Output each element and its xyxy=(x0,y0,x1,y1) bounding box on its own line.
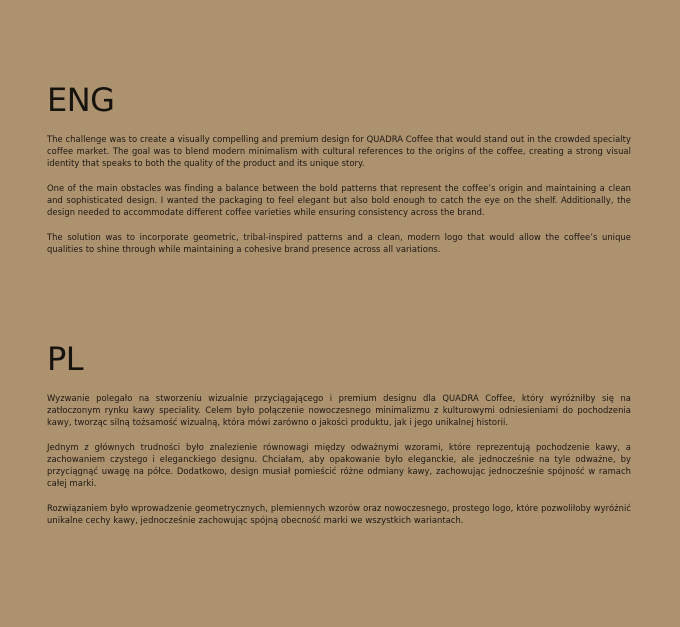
section-polish xyxy=(47,340,631,526)
section-english xyxy=(47,81,631,255)
paragraph-obstacles-english: One of the main obstacles was finding a balance between the bold patterns that represent the coffee’s origin and maintaining a clean and sophisticated design. I wanted the packaging to feel elegant but also bold enough to catch the eye on the shelf. Additionally, the design needed to accommodate different coffee varieties while ensuring consistency across the brand. xyxy=(47,183,631,217)
section-body-english xyxy=(47,133,631,255)
section-heading-polish: PL xyxy=(47,340,84,378)
paragraph-obstacles-polish: Jednym z głównych trudności było znalezienie równowagi między odważnymi wzorami, które reprezentują pochodzenie kawy, a zachowaniem czystego i eleganckiego designu. Chciałam, aby opakowanie było eleganckie, ale jednocześnie na tyle odważne, by przyciągnąć uwagę na półce. Dodatkowo, design musiał pomieścić różne odmiany kawy, zachowując jednocześnie spójność w ramach całej marki. xyxy=(47,442,631,488)
paragraph-solution-polish: Rozwiązaniem było wprowadzenie geometrycznych, plemiennych wzorów oraz nowoczesnego, prostego logo, które pozwoliłoby wyróżnić unikalne cechy kawy, jednocześnie zachowując spójną obecność marki we wszystkich wariantach. xyxy=(47,503,631,525)
paragraph-solution-english: The solution was to incorporate geometric, tribal-inspired patterns and a clean, modern logo that would allow the coffee’s unique qualities to shine through while maintaining a cohesive brand presence across all variations. xyxy=(47,232,631,254)
paragraph-challenge-english: The challenge was to create a visually compelling and premium design for QUADRA Coffee that would stand out in the crowded specialty coffee market. The goal was to blend modern minimalism with cultural references to the origins of the coffee, creating a strong visual identity that speaks to both the quality of the product and its unique story. xyxy=(47,134,631,168)
section-heading-english: ENG xyxy=(47,81,115,119)
section-body-polish xyxy=(47,392,631,526)
paragraph-challenge-polish: Wyzwanie polegało na stworzeniu wizualnie przyciągającego i premium designu dla QUADRA Coffee, który wyróżniłby się na zatłoczonym rynku kawy speciality. Celem było połączenie nowoczesnego minimalizmu z kulturowymi odniesieniami do pochodzenia kawy, tworząc silną tożsamość wizualną, która mówi zarówno o jakości produktu, jak i jego unikalnej historii. xyxy=(47,393,631,427)
